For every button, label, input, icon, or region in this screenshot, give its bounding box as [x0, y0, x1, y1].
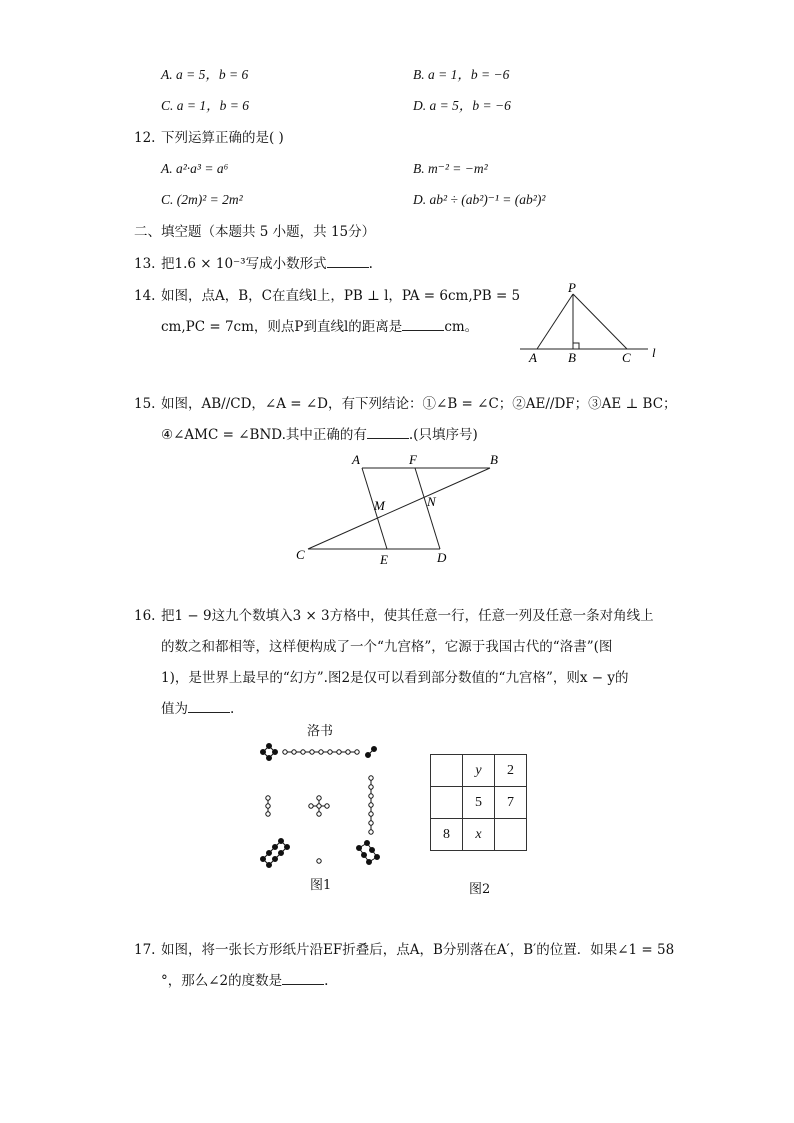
- luoshu-8-dots: [261, 839, 290, 868]
- grid-cell: 5: [463, 787, 495, 819]
- luoshu-5-dots: [309, 796, 329, 816]
- answer-blank: [327, 255, 369, 268]
- q16-line4-post: .: [230, 701, 235, 717]
- answer-blank: [188, 700, 230, 713]
- grid-cell-x: x: [463, 819, 495, 851]
- label-e: E: [380, 552, 388, 567]
- q11-option-d: D. a = 5，b = −6: [413, 98, 511, 113]
- q11-option-c: C. a = 1，b = 6: [161, 98, 249, 113]
- q14-figure: [515, 280, 665, 365]
- q13-text: [161, 255, 373, 273]
- q16-line4: [161, 700, 234, 718]
- q12-number: 12.: [134, 130, 156, 146]
- q12-option-d: D. ab² ÷ (ab²)⁻¹ = (ab²)²: [413, 192, 546, 207]
- q13-pre: 把1.6 × 10⁻³写成小数形式: [161, 256, 327, 272]
- label-b: B: [490, 452, 498, 467]
- label-f: F: [409, 452, 417, 467]
- section-heading: 二、填空题（本题共 5 小题，共 15分）: [134, 224, 376, 240]
- segment-pc: [573, 294, 627, 349]
- segment-pa: [537, 294, 573, 349]
- grid-cell-y: y: [463, 755, 495, 787]
- q17-line2: [161, 972, 328, 990]
- q11-option-b: B. a = 1，b = −6: [413, 67, 510, 82]
- q14-line2-pre: cm,PC = 7cm，则点P到直线l的距离是: [161, 319, 403, 335]
- luoshu-4-dots: [261, 744, 278, 761]
- answer-blank: [282, 972, 324, 985]
- q17-line1: 如图，将一张长方形纸片沿EF折叠后，点A，B分别落在A′，B′的位置．如果∠1 = 58: [161, 942, 675, 958]
- q12-option-a: A. a²·a³ = a⁶: [161, 161, 229, 176]
- q15-line1: 如图，AB//CD，∠A = ∠D，有下列结论：①∠B = ∠C；②AE//DF；③AE ⊥ BC；: [161, 396, 677, 412]
- fig1-title: 洛书: [307, 724, 334, 739]
- answer-blank: [367, 426, 409, 439]
- label-p: P: [568, 280, 576, 295]
- label-b: B: [568, 350, 576, 365]
- q12-stem: 下列运算正确的是( ): [161, 130, 284, 146]
- q14-number: 14.: [134, 288, 156, 304]
- label-n: N: [427, 494, 436, 509]
- q15-line2: [161, 426, 478, 444]
- luoshu-1-dot: [317, 859, 321, 863]
- q12-option-b: B. m⁻² = −m²: [413, 161, 488, 176]
- q15-line2-post: .(只填序号): [408, 427, 478, 443]
- grid-cell: 2: [495, 755, 527, 787]
- q17-line2-pre: °，那么∠2的度数是: [161, 973, 283, 989]
- luoshu-2-dots: [366, 747, 377, 758]
- luoshu-7-dots: [369, 776, 373, 834]
- segment-cb: [308, 468, 490, 549]
- q16-line4-pre: 值为: [161, 701, 188, 717]
- right-angle-mark: [573, 343, 579, 349]
- q14-line1: 如图，点A，B，C在直线l上，PB ⊥ l，PA = 6cm,PB = 5: [161, 288, 521, 304]
- q15-number: 15.: [134, 396, 156, 412]
- grid-cell: [431, 755, 463, 787]
- grid-cell: 7: [495, 787, 527, 819]
- q15-figure: [290, 448, 510, 573]
- fig1-caption: 图1: [310, 878, 332, 893]
- answer-blank: [402, 318, 444, 331]
- q16-line2: 的数之和都相等，这样便构成了一个“九宫格”，它源于我国古代的“洛書”(图: [161, 639, 613, 655]
- label-a: A: [529, 350, 537, 365]
- label-c: C: [296, 547, 305, 562]
- q15-line2-pre: ④∠AMC = ∠BND.其中正确的有: [161, 427, 367, 443]
- q16-number: 16.: [134, 608, 156, 624]
- label-d: D: [437, 550, 447, 565]
- q11-option-a: A. a = 5，b = 6: [161, 67, 249, 82]
- q12-option-c: C. (2m)² = 2m²: [161, 192, 243, 207]
- luoshu-3-dots: [266, 796, 270, 816]
- grid-cell: 8: [431, 819, 463, 851]
- q13-post: .: [368, 256, 373, 272]
- q14-line2: [161, 318, 478, 336]
- q16-line3: 1)，是世界上最早的“幻方”.图2是仅可以看到部分数值的“九宫格”，则x − y的: [161, 670, 629, 686]
- q14-line2-post: cm。: [444, 319, 479, 335]
- label-c: C: [622, 350, 631, 365]
- q13-number: 13.: [134, 256, 156, 272]
- grid-cell: [431, 787, 463, 819]
- label-a: A: [352, 452, 360, 467]
- magic-square-grid: [430, 754, 527, 851]
- luoshu-6-dots: [357, 841, 380, 865]
- label-m: M: [374, 498, 385, 513]
- grid-cell: [495, 819, 527, 851]
- label-l: l: [652, 345, 656, 360]
- fig2-caption: 图2: [469, 882, 491, 897]
- grid-row: [431, 819, 527, 851]
- luoshu-9-dots: [283, 750, 359, 754]
- grid-row: [431, 755, 527, 787]
- q16-line1: 把1 − 9这九个数填入3 × 3方格中，使其任意一行，任意一列及任意一条对角线上: [161, 608, 654, 624]
- q17-line2-post: .: [324, 973, 329, 989]
- q17-number: 17.: [134, 942, 156, 958]
- luoshu-figure: [255, 740, 390, 880]
- grid-row: [431, 787, 527, 819]
